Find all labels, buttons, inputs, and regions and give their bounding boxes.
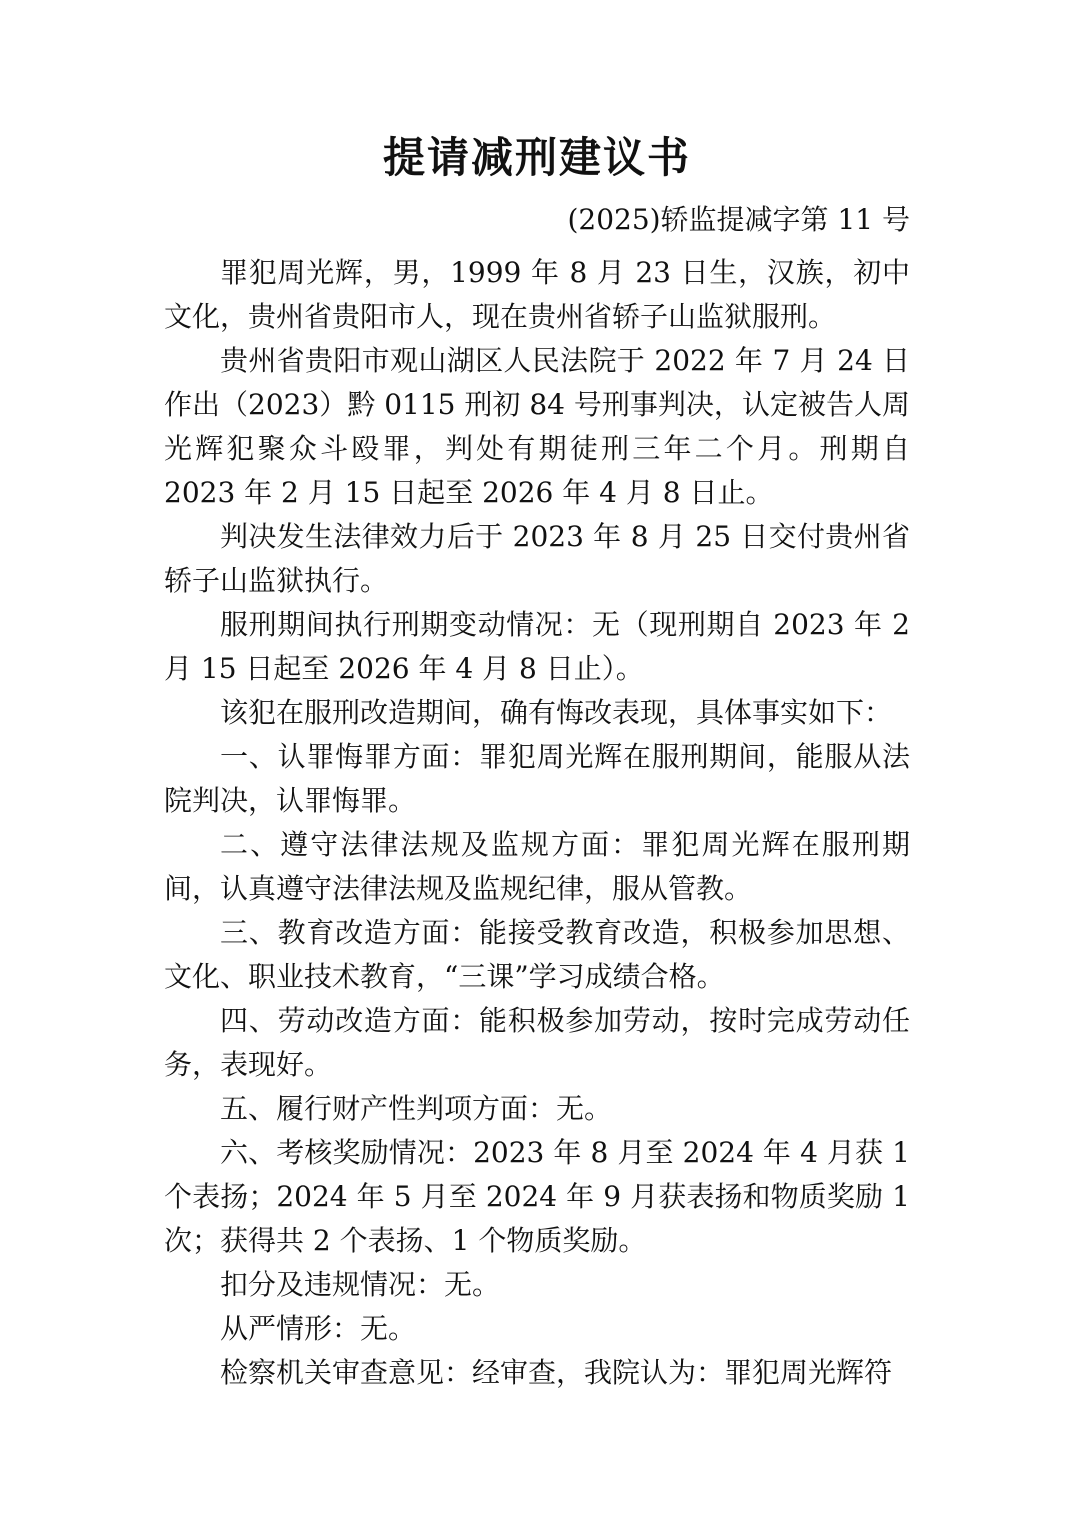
paragraph-judgment: 贵州省贵阳市观山湖区人民法院于 2022 年 7 月 24 日作出（2023）黔 0115 刑初 84 号刑事判决，认定被告人周光辉犯聚众斗殴罪，判处有期徒刑三年二个月。刑期自 2023 年 2 月 15 日起至 2026 年 4 月 8 日止。 [164,344,910,509]
paragraph-labor: 四、劳动改造方面：能积极参加劳动，按时完成劳动任务，表现好。 [164,1004,910,1081]
paragraph-violations: 扣分及违规情况：无。 [220,1268,501,1301]
paragraph-education: 三、教育改造方面：能接受教育改造，积极参加思想、文化、职业技术教育，“三课”学习成绩合格。 [164,916,910,993]
paragraph-sentence-change: 服刑期间执行刑期变动情况：无（现刑期自 2023 年 2 月 15 日起至 2026 年 4 月 8 日止）。 [164,608,910,685]
paragraph-law-compliance: 二、遵守法律法规及监规方面：罪犯周光辉在服刑期间，认真遵守法律法规及监规纪律，服从管教。 [164,828,910,905]
paragraph-rewards: 六、考核奖励情况：2023 年 8 月至 2024 年 4 月获 1 个表扬；2024 年 5 月至 2024 年 9 月获表扬和物质奖励 1 次；获得共 2 个表扬、1 个物质奖励。 [164,1136,910,1257]
document-title: 提请减刑建议书 [382,133,691,182]
paragraph-property: 五、履行财产性判项方面：无。 [220,1092,613,1125]
paragraph-criminal-info: 罪犯周光辉，男，1999 年 8 月 23 日生，汉族，初中文化，贵州省贵阳市人，现在贵州省轿子山监狱服刑。 [164,256,910,333]
paragraph-procuratorate-opinion: 检察机关审查意见：经审查，我院认为：罪犯周光辉符 [220,1356,893,1389]
document-body [164,251,910,1395]
paragraph-strict-circumstances: 从严情形：无。 [220,1312,417,1345]
paragraph-facts-intro: 该犯在服刑改造期间，确有悔改表现，具体事实如下： [220,696,893,729]
paragraph-execution: 判决发生法律效力后于 2023 年 8 月 25 日交付贵州省轿子山监狱执行。 [164,520,910,597]
paragraph-repentance: 一、认罪悔罪方面：罪犯周光辉在服刑期间，能服从法院判决，认罪悔罪。 [164,740,910,817]
document-number: (2025)轿监提减字第 11 号 [567,203,910,236]
